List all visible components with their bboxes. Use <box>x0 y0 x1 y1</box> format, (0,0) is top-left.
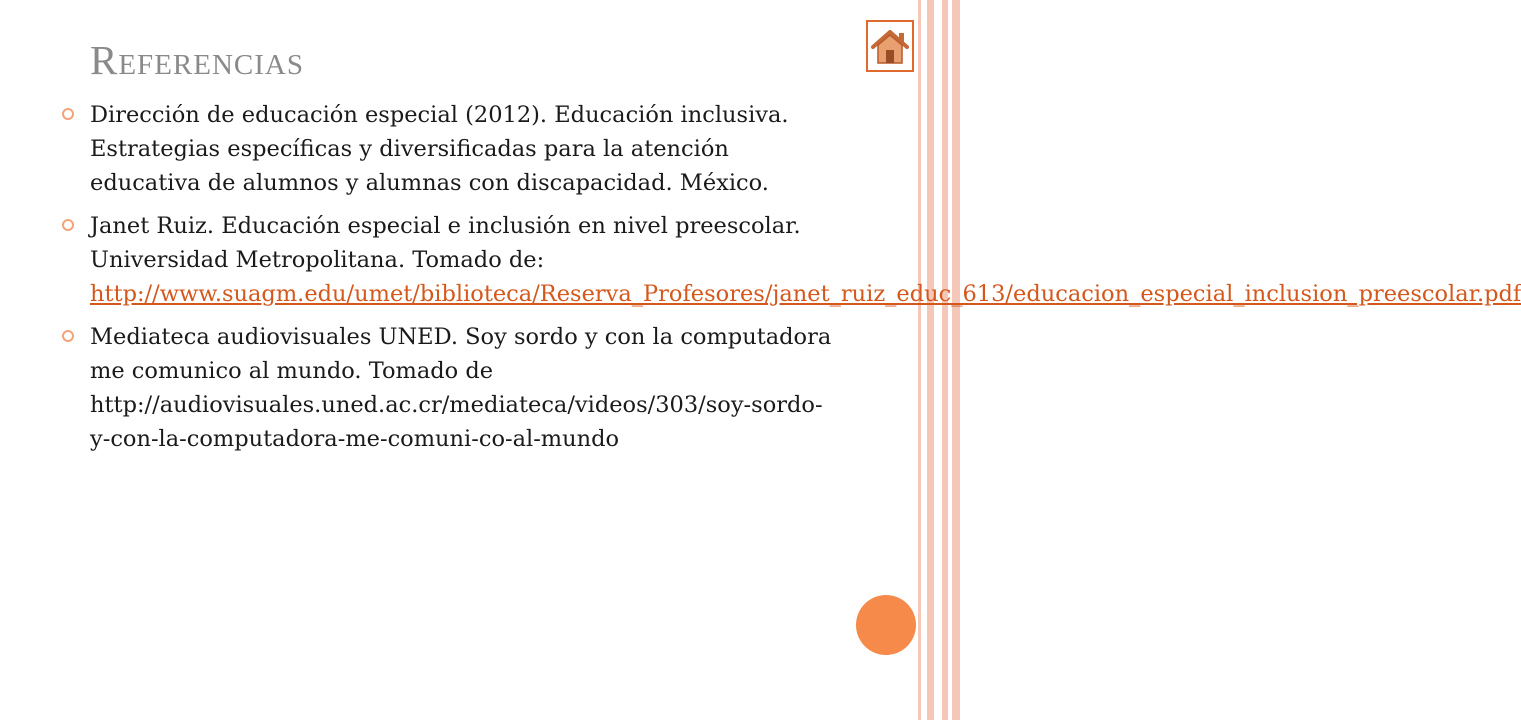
home-icon <box>868 22 912 70</box>
reference-url: http://audiovisuales.uned.ac.cr/mediateca/videos/303/soy-sordo-y-con-la-computadora-me-comuni-co-al-mundo <box>90 392 823 452</box>
reference-text: Dirección de educación especial (2012). Educación inclusiva. Estrategias específicas y diversificadas para la atención educativa de alumnos y alumnas con discapacidad. México. <box>90 102 789 196</box>
bullet-icon <box>62 219 74 231</box>
home-button[interactable] <box>866 20 914 72</box>
list-item <box>62 98 832 200</box>
list-item <box>62 320 832 456</box>
bullet-icon <box>62 108 74 120</box>
reference-text: Janet Ruiz. Educación especial e inclusión en nivel preescolar. Universidad Metropolitana. Tomado de: <box>90 213 801 273</box>
decorative-stripe <box>927 0 934 720</box>
decorative-stripe <box>942 0 948 720</box>
bullet-icon <box>62 330 74 342</box>
decorative-stripe <box>918 0 921 720</box>
decorative-stripe <box>952 0 960 720</box>
decorative-circle <box>856 595 916 655</box>
page-title: Referencias <box>90 37 304 83</box>
reference-text: Mediateca audiovisuales UNED. Soy sordo y con la computadora me comunico al mundo. Tomado de <box>90 324 832 384</box>
reference-link[interactable]: http://www.suagm.edu/umet/biblioteca/Reserva_Profesores/janet_ruiz_educ_613/educacion_especial_inclusion_preescolar.pdf <box>90 281 1521 307</box>
reference-list <box>62 98 1521 465</box>
list-item <box>62 209 1521 311</box>
